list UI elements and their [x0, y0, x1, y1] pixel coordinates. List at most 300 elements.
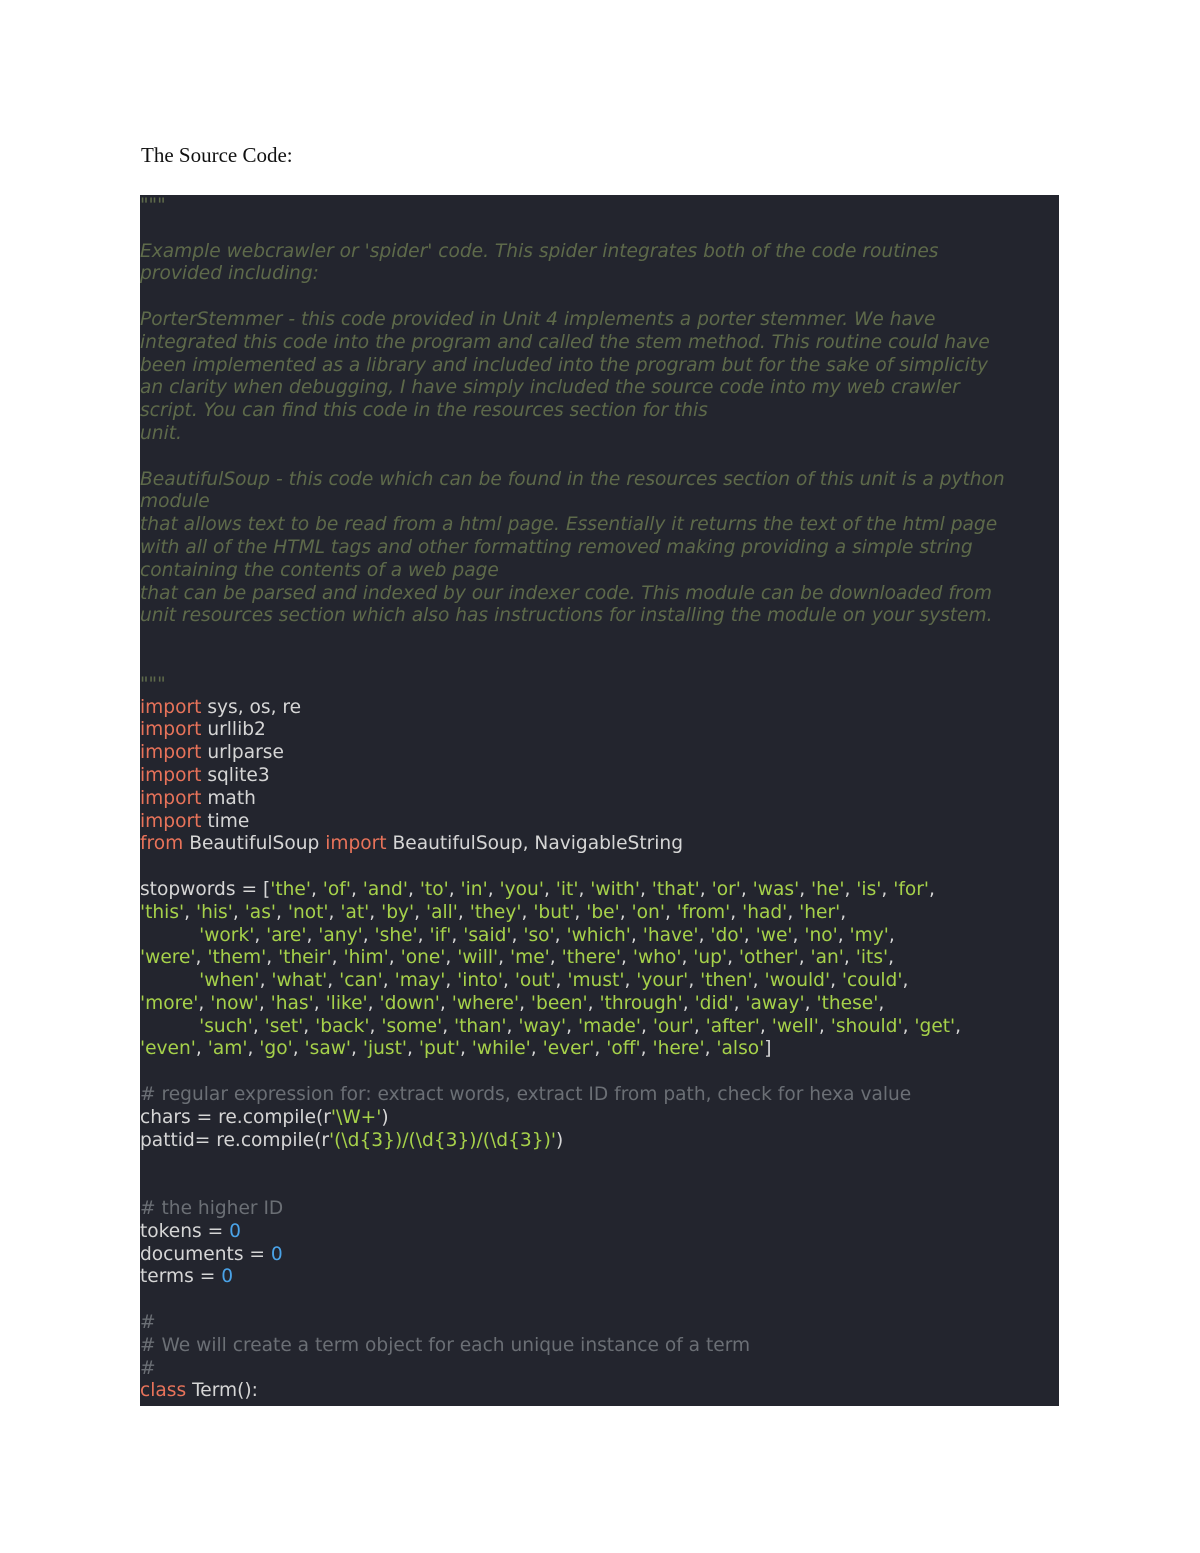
code-token: ,	[407, 1038, 419, 1060]
code-token: ,	[254, 924, 267, 946]
code-token: 'has'	[270, 992, 314, 1014]
code-line	[140, 400, 1059, 423]
code-token: )	[381, 1106, 389, 1128]
code-block	[140, 195, 1059, 1406]
code-token: ,	[506, 1015, 519, 1037]
code-token: 0	[270, 1243, 283, 1265]
code-token: ,	[310, 878, 323, 900]
code-token: 'you'	[499, 878, 544, 900]
code-token: 'we'	[755, 924, 793, 946]
code-token	[140, 925, 199, 946]
code-token: 'work'	[199, 924, 255, 946]
code-line	[140, 788, 1059, 811]
code-token: ,	[388, 947, 401, 969]
code-token: import	[140, 764, 202, 786]
code-token: 'up'	[693, 947, 728, 969]
code-token: '(\d{3})/(\d{3})/(\d{3})'	[329, 1129, 556, 1151]
code-token: ,	[578, 878, 591, 900]
code-token: 'had'	[742, 901, 788, 923]
code-token: 'way'	[518, 1015, 567, 1037]
code-token: ,	[837, 924, 850, 946]
code-line	[140, 765, 1059, 788]
code-token: 'as'	[244, 901, 276, 923]
code-line	[140, 1380, 1059, 1403]
code-line	[140, 1221, 1059, 1244]
code-token: import	[140, 787, 202, 809]
code-line	[140, 1289, 1059, 1312]
code-token: )	[555, 1129, 564, 1151]
code-token: 'him'	[343, 947, 389, 969]
code-line	[140, 742, 1059, 765]
code-token: terms =	[140, 1266, 222, 1288]
code-line	[140, 1038, 1059, 1061]
code-token: 'at'	[340, 901, 370, 923]
code-token: 'should'	[830, 1015, 903, 1037]
code-token: 'more'	[140, 992, 199, 1014]
code-token: ,	[902, 1015, 915, 1037]
code-token: ,	[519, 992, 531, 1014]
code-line	[140, 1130, 1059, 1153]
code-token: ,	[247, 1038, 260, 1060]
code-token: ,	[574, 901, 587, 923]
code-token: ,	[350, 878, 363, 900]
code-token: ,	[414, 901, 426, 923]
code-token	[140, 1016, 199, 1037]
code-token: 'which'	[566, 924, 631, 946]
code-token: '\W+'	[330, 1106, 382, 1128]
code-token: import	[140, 719, 202, 741]
code-token: #	[140, 1357, 156, 1379]
code-token: ,	[382, 970, 395, 992]
code-token: 'am'	[207, 1038, 248, 1060]
code-line	[140, 560, 1059, 583]
code-token: 'than'	[454, 1015, 507, 1037]
code-token: PorterStemmer - this code provided in Unit 4 implements a porter stemmer. We have	[140, 308, 936, 330]
code-token: ,	[266, 947, 279, 969]
code-token: 'some'	[381, 1015, 443, 1037]
code-token: containing the contents of a web page	[140, 559, 499, 581]
code-line	[140, 286, 1059, 309]
code-token: 'and'	[362, 878, 408, 900]
code-token: ,	[640, 1038, 653, 1060]
code-line	[140, 1266, 1059, 1289]
code-token: 'he'	[811, 878, 845, 900]
code-token: 'what'	[271, 970, 328, 992]
code-token: 'all'	[425, 901, 458, 923]
code-token: ]	[764, 1038, 772, 1060]
code-token: ,	[232, 901, 245, 923]
code-line	[140, 925, 1059, 948]
code-token: 'or'	[711, 878, 741, 900]
code-token: ,	[369, 1015, 382, 1037]
code-line	[140, 1244, 1059, 1267]
code-token: 'was'	[752, 878, 800, 900]
code-token: import	[140, 810, 202, 832]
code-token: ,	[511, 924, 524, 946]
code-line	[140, 1198, 1059, 1221]
code-token: 'be'	[586, 901, 620, 923]
code-token: 'ever'	[542, 1038, 595, 1060]
code-token: 'who'	[632, 947, 682, 969]
code-line	[140, 355, 1059, 378]
code-token: 'it'	[555, 878, 579, 900]
code-token: ,	[259, 970, 272, 992]
code-token: 'they'	[469, 901, 522, 923]
code-token: ,	[759, 1015, 772, 1037]
code-token: ,	[498, 947, 510, 969]
code-token: 'set'	[264, 1015, 304, 1037]
code-token: ,	[799, 878, 812, 900]
code-token: unit resources section which also has instructions for installing the module on your system.	[140, 605, 993, 627]
code-token: Example webcrawler or 'spider' code. This spider integrates both of the code routines	[140, 240, 939, 262]
code-token: ,	[792, 924, 805, 946]
code-token: 'my'	[849, 924, 889, 946]
code-token: 'put'	[418, 1038, 460, 1060]
code-token: ,	[362, 924, 375, 946]
code-token: 'other'	[738, 947, 799, 969]
code-line	[140, 537, 1059, 560]
code-token: ,	[682, 992, 695, 1014]
code-token: ,	[624, 970, 637, 992]
code-line	[140, 195, 1059, 218]
code-token: ,	[639, 878, 652, 900]
code-token: 'any'	[318, 924, 363, 946]
code-line	[140, 514, 1059, 537]
code-token: with all of the HTML tags and other formatting removed making providing a simple string	[140, 536, 973, 558]
code-token: ,	[664, 901, 677, 923]
code-token: 'even'	[140, 1038, 196, 1060]
code-token: 0	[229, 1220, 241, 1242]
code-token: ,	[740, 878, 753, 900]
code-line	[140, 1016, 1059, 1039]
code-token: 'may'	[394, 970, 446, 992]
code-token: 'his'	[195, 901, 233, 923]
code-token: ,	[621, 947, 633, 969]
code-token: 'like'	[325, 992, 368, 1014]
code-token	[140, 970, 199, 991]
code-token: ,	[457, 901, 470, 923]
code-token: 'there'	[561, 947, 622, 969]
code-line	[140, 970, 1059, 993]
code-token: 'her'	[799, 901, 841, 923]
code-token: math	[201, 787, 256, 809]
code-token: 'in'	[460, 878, 488, 900]
code-token: ,	[699, 878, 712, 900]
code-token: 'are'	[266, 924, 307, 946]
code-token: ,	[549, 947, 562, 969]
code-line	[140, 811, 1059, 834]
code-token: 'would'	[764, 970, 831, 992]
code-token: 'then'	[700, 970, 753, 992]
code-line	[140, 1084, 1059, 1107]
code-token: ,	[955, 1015, 962, 1037]
code-token: 'where'	[451, 992, 520, 1014]
code-token: #	[140, 1312, 156, 1334]
code-line	[140, 332, 1059, 355]
code-token: 'said'	[463, 924, 512, 946]
code-line	[140, 1358, 1059, 1381]
code-token: integrated this code into the program and called the stem method. This routine could have	[140, 331, 990, 353]
code-token: ,	[804, 992, 817, 1014]
code-token: BeautifulSoup, NavigableString	[386, 833, 684, 855]
code-token: ,	[554, 924, 567, 946]
code-line	[140, 697, 1059, 720]
code-token: 'into'	[457, 970, 503, 992]
code-token: # We will create a term object for each unique instance of a term	[140, 1334, 751, 1356]
code-token: tokens =	[140, 1220, 230, 1242]
code-token: ,	[459, 1038, 472, 1060]
code-token: urllib2	[201, 719, 266, 741]
code-token: 'such'	[199, 1015, 253, 1037]
code-token: 'its'	[855, 947, 889, 969]
code-token: ,	[888, 947, 895, 969]
code-token: provided including:	[140, 263, 319, 285]
code-token: ,	[752, 970, 765, 992]
code-token: ,	[844, 878, 857, 900]
code-token: 'now'	[210, 992, 259, 1014]
code-token: 'of'	[322, 878, 351, 900]
code-line	[140, 1335, 1059, 1358]
code-token: 'one'	[400, 947, 446, 969]
code-token: 'when'	[199, 970, 260, 992]
code-token: ,	[688, 970, 701, 992]
code-token: ,	[442, 1015, 455, 1037]
code-token: ,	[555, 970, 568, 992]
code-line	[140, 583, 1059, 606]
code-token: 0	[221, 1266, 234, 1288]
code-token: 'just'	[362, 1038, 408, 1060]
code-token: ,	[681, 947, 694, 969]
code-token: ,	[445, 947, 458, 969]
code-token: ,	[594, 1038, 607, 1060]
code-token: 'for'	[893, 878, 929, 900]
code-token: ,	[451, 924, 464, 946]
code-line	[140, 993, 1059, 1016]
code-token: import	[140, 742, 202, 764]
code-token: ,	[587, 992, 600, 1014]
code-token: ,	[198, 992, 211, 1014]
code-line	[140, 309, 1059, 332]
code-token: ,	[195, 947, 208, 969]
code-token: ,	[929, 878, 935, 900]
code-line	[140, 628, 1059, 651]
code-token: ,	[258, 992, 271, 1014]
code-token: that can be parsed and indexed by our indexer code. This module can be downloaded from	[140, 582, 993, 604]
code-token: ,	[698, 924, 711, 946]
code-token: 'well'	[771, 1015, 819, 1037]
code-token: ,	[445, 970, 458, 992]
code-token: ,	[619, 901, 632, 923]
code-token: ,	[369, 901, 382, 923]
code-token: 'will'	[457, 947, 499, 969]
code-token: 'after'	[705, 1015, 760, 1037]
code-token: ,	[487, 878, 500, 900]
code-token: """	[140, 195, 166, 216]
code-line	[140, 1061, 1059, 1084]
code-token: ,	[184, 901, 196, 923]
code-token: ,	[743, 924, 756, 946]
code-token: ,	[798, 947, 811, 969]
code-token: BeautifulSoup - this code which can be found in the resources section of this unit is a python	[140, 468, 1005, 490]
code-token: ,	[730, 901, 743, 923]
code-token: BeautifulSoup	[183, 833, 326, 855]
code-token: urlparse	[201, 742, 284, 764]
code-token: time	[201, 810, 250, 832]
code-token: 'not'	[287, 901, 329, 923]
code-token: 'with'	[590, 878, 640, 900]
code-token: that allows text to be read from a html page. Essentially it returns the text of the html page	[140, 514, 998, 536]
code-token: 'did'	[694, 992, 734, 1014]
code-token: 'that'	[651, 878, 700, 900]
code-token: ,	[693, 1015, 706, 1037]
code-line	[140, 856, 1059, 879]
code-token: 'here'	[652, 1038, 705, 1060]
code-token: sys, os, re	[201, 696, 302, 718]
code-line	[140, 218, 1059, 241]
code-token: an clarity when debugging, I have simply included the source code into my web crawler	[140, 377, 960, 399]
code-line	[140, 469, 1059, 492]
code-line	[140, 651, 1059, 674]
code-line	[140, 1107, 1059, 1130]
code-token: ,	[313, 992, 326, 1014]
code-token: ,	[630, 924, 643, 946]
code-token: 'out'	[514, 970, 556, 992]
code-token: class	[140, 1380, 187, 1402]
code-token: ,	[881, 878, 894, 900]
code-token: ,	[417, 924, 430, 946]
code-token: ,	[439, 992, 452, 1014]
code-line	[140, 1312, 1059, 1335]
code-token: 'an'	[810, 947, 844, 969]
code-token: 'on'	[631, 901, 665, 923]
code-token: ,	[704, 1038, 717, 1060]
code-token: 'do'	[710, 924, 744, 946]
code-token: # the higher ID	[140, 1198, 284, 1220]
code-token: ,	[327, 970, 340, 992]
code-token: 'but'	[533, 901, 575, 923]
code-line	[140, 879, 1059, 902]
code-line	[140, 263, 1059, 286]
code-token: 'can'	[339, 970, 383, 992]
code-token: ,	[367, 992, 380, 1014]
code-line	[140, 491, 1059, 514]
code-token: 'she'	[374, 924, 418, 946]
code-line	[140, 423, 1059, 446]
code-token: 'could'	[841, 970, 903, 992]
code-line	[140, 674, 1059, 697]
code-line	[140, 605, 1059, 628]
code-token: 'their'	[278, 947, 332, 969]
code-token: 'is'	[856, 878, 882, 900]
code-token: script. You can find this code in the resources section for this	[140, 400, 708, 422]
code-token: been implemented as a library and included into the program but for the sake of simplicity	[140, 354, 988, 376]
code-token: documents =	[140, 1243, 271, 1265]
code-token: ,	[502, 970, 515, 992]
code-token: ,	[292, 1038, 305, 1060]
code-line	[140, 902, 1059, 925]
code-token: """	[140, 673, 166, 695]
code-token: 'down'	[379, 992, 440, 1014]
code-token: ,	[276, 901, 288, 923]
code-token: 'away'	[745, 992, 805, 1014]
code-token: 'while'	[471, 1038, 531, 1060]
code-token: stopwords = [	[140, 878, 271, 900]
code-token: ,	[195, 1038, 208, 1060]
code-token: 'to'	[419, 878, 449, 900]
code-token: 'have'	[642, 924, 699, 946]
code-line	[140, 377, 1059, 400]
code-token: ,	[331, 947, 344, 969]
code-token: 'so'	[523, 924, 555, 946]
code-token: chars = re.compile(r	[140, 1106, 331, 1128]
code-token: ,	[303, 1015, 316, 1037]
code-token: 'them'	[207, 947, 267, 969]
code-token: sqlite3	[201, 764, 270, 786]
code-line	[140, 1175, 1059, 1198]
code-token: unit.	[140, 422, 182, 444]
code-token: 'off'	[606, 1038, 641, 1060]
code-token: pattid= re.compile(r	[140, 1129, 330, 1151]
code-token: ,	[640, 1015, 653, 1037]
code-token: 'me'	[510, 947, 550, 969]
code-token: ,	[787, 901, 800, 923]
code-line	[140, 241, 1059, 264]
code-token: 'must'	[567, 970, 625, 992]
code-token: ,	[843, 947, 856, 969]
code-token: 'saw'	[304, 1038, 352, 1060]
code-token: ,	[530, 1038, 543, 1060]
code-token: ,	[448, 878, 461, 900]
code-token: Term():	[186, 1380, 258, 1402]
code-line	[140, 833, 1059, 856]
code-token: ,	[727, 947, 739, 969]
code-token: # regular expression for: extract words, extract ID from path, check for hexa value	[140, 1084, 912, 1106]
code-token: 'back'	[315, 1015, 370, 1037]
code-token: ,	[830, 970, 842, 992]
code-token: ,	[407, 878, 420, 900]
code-token: import	[140, 696, 202, 718]
code-token: 'this'	[140, 901, 185, 923]
code-token: ,	[328, 901, 341, 923]
code-token: ,	[543, 878, 556, 900]
code-line	[140, 1152, 1059, 1175]
code-token: import	[325, 833, 387, 855]
code-token: 'through'	[599, 992, 683, 1014]
code-token: 'our'	[652, 1015, 694, 1037]
code-token: ,	[252, 1015, 265, 1037]
code-token: 'go'	[259, 1038, 293, 1060]
code-token: ,	[306, 924, 319, 946]
code-token: ,	[733, 992, 746, 1014]
code-token: ,	[351, 1038, 363, 1060]
code-token: ,	[840, 901, 847, 923]
code-token: ,	[902, 970, 909, 992]
code-line	[140, 947, 1059, 970]
code-token: ,	[818, 1015, 831, 1037]
code-token: 'made'	[578, 1015, 641, 1037]
code-token: 'by'	[381, 901, 415, 923]
code-token: from	[140, 833, 184, 855]
code-token: 'these'	[816, 992, 879, 1014]
code-token: 'from'	[676, 901, 731, 923]
code-line	[140, 719, 1059, 742]
code-token: ,	[521, 901, 534, 923]
code-line	[140, 446, 1059, 469]
code-token: 'if'	[429, 924, 452, 946]
code-token: 'the'	[270, 878, 311, 900]
code-token: 'been'	[530, 992, 588, 1014]
code-token: 'your'	[636, 970, 689, 992]
